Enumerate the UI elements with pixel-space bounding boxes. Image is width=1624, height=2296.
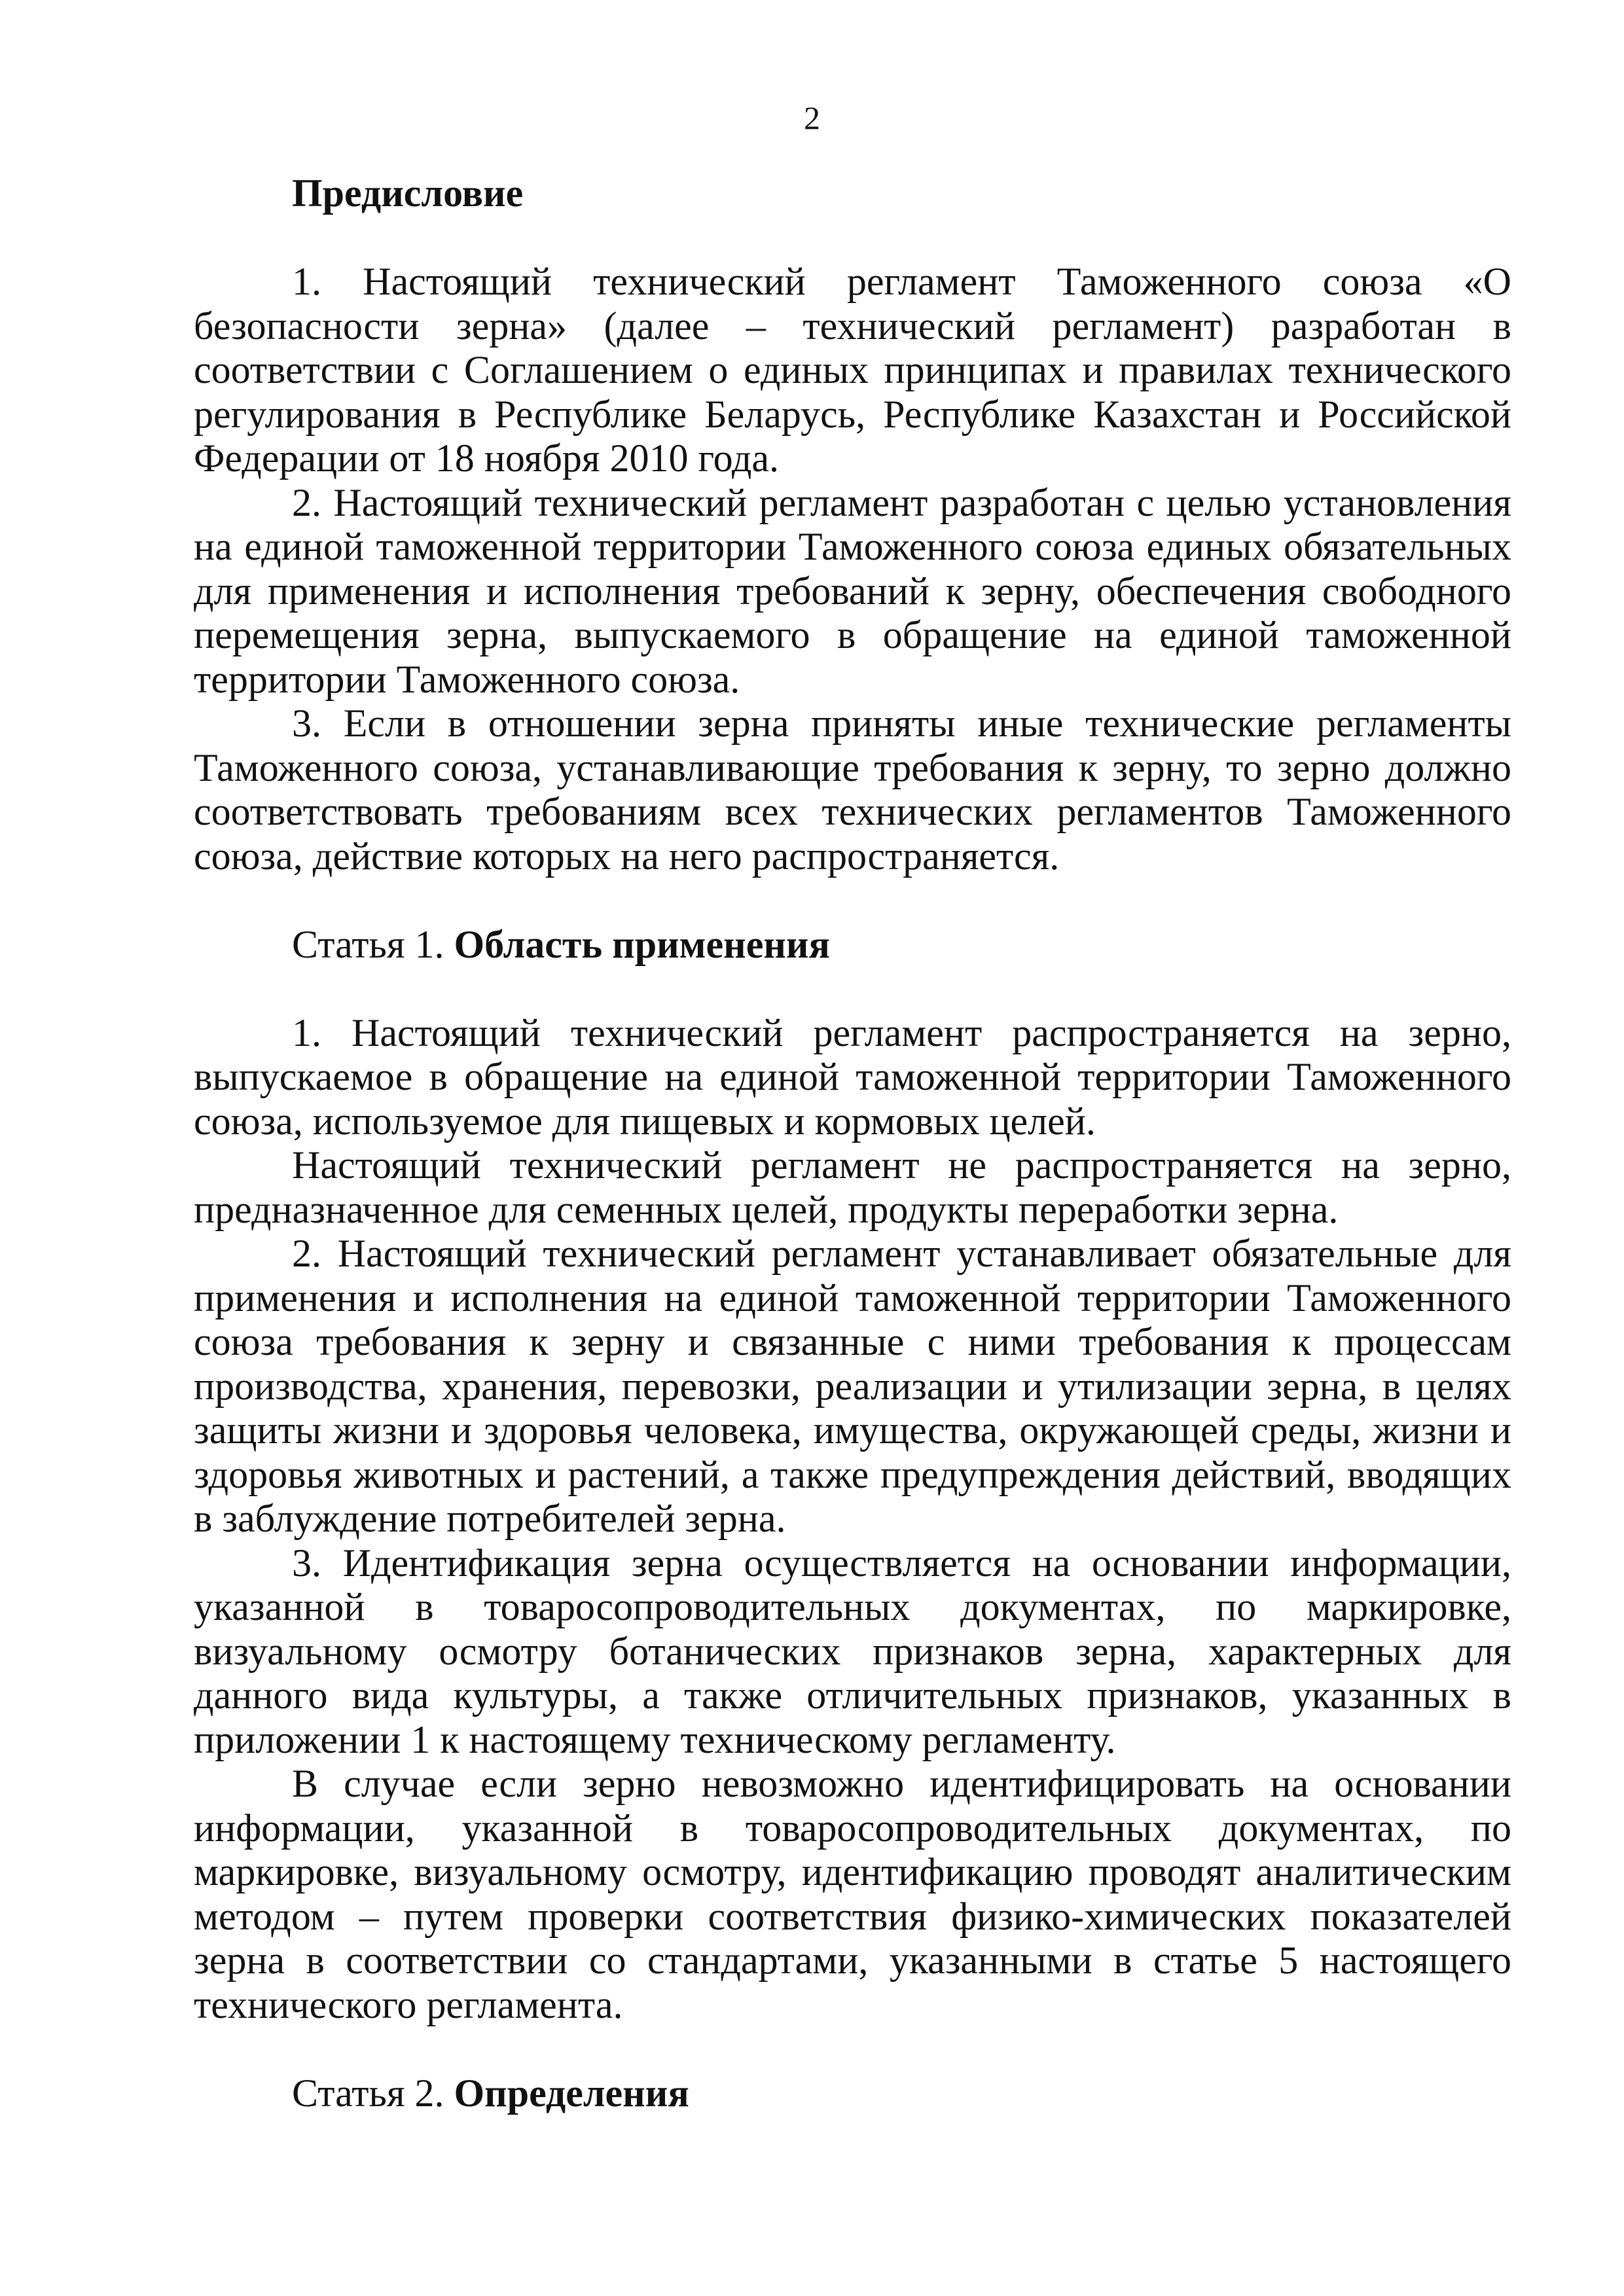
article-1-title: Область применения bbox=[454, 922, 830, 966]
article-1-paragraph-5: В случае если зерно невозможно идентифицировать на основании информации, указанной в товаросопроводительных документах, по маркировке, визуальному осмотру, идентификацию проводят аналитическим методом – путем проверки соответствия физико-химических показателей зерна в соответствии со стандартами, указанными в статье 5 настоящего технического регламента. bbox=[194, 1762, 1511, 2026]
article-1-paragraph-2: Настоящий технический регламент не распространяется на зерно, предназначенное для семенных целей, продукты переработки зерна. bbox=[194, 1143, 1511, 1231]
article-2-heading bbox=[194, 2072, 1511, 2116]
spacer bbox=[194, 216, 1511, 260]
article-1-paragraph-3: 2. Настоящий технический регламент устанавливает обязательные для применения и исполнения на единой таможенной территории Таможенного союза требования к зерну и связанные с ними требования к процессам производства, хранения, перевозки, реализации и утилизации зерна, в целях защиты жизни и здоровья человека, имущества, окружающей среды, жизни и здоровья животных и растений, а также предупреждения действий, вводящих в заблуждение потребителей зерна. bbox=[194, 1232, 1511, 1540]
article-2-prefix: Статья 2. bbox=[292, 2071, 454, 2115]
article-1-prefix: Статья 1. bbox=[292, 922, 454, 966]
preface-paragraph-2: 2. Настоящий технический регламент разработан с целью установления на единой таможенной территории Таможенного союза единых обязательных для применения и исполнения требований к зерну, обеспечения свободного перемещения зерна, выпускаемого в обращение на единой таможенной территории Таможенного союза. bbox=[194, 480, 1511, 701]
article-1-heading bbox=[194, 923, 1511, 967]
spacer bbox=[194, 878, 1511, 923]
preface-heading: Предисловие bbox=[292, 171, 524, 215]
article-2-title: Определения bbox=[454, 2071, 689, 2115]
page-number: 2 bbox=[804, 99, 820, 136]
spacer bbox=[194, 2027, 1511, 2072]
article-1-paragraph-4: 3. Идентификация зерна осуществляется на основании информации, указанной в товаросопроводительных документах, по маркировке, визуальному осмотру ботанических признаков зерна, характерных для данного вида культуры, а также отличительных признаков, указанных в приложении 1 к настоящему техническому регламенту. bbox=[194, 1541, 1511, 1761]
preface-paragraph-3: 3. Если в отношении зерна приняты иные технические регламенты Таможенного союза, устанавливающие требования к зерну, то зерно должно соответствовать требованиям всех технических регламентов Таможенного союза, действие которых на него распространяется. bbox=[194, 702, 1511, 878]
spacer bbox=[194, 967, 1511, 1011]
document-body bbox=[194, 171, 1511, 2115]
article-1-paragraph-1: 1. Настоящий технический регламент распространяется на зерно, выпускаемое в обращение на единой таможенной территории Таможенного союза, используемое для пищевых и кормовых целей. bbox=[194, 1011, 1511, 1143]
preface-paragraph-1: 1. Настоящий технический регламент Таможенного союза «О безопасности зерна» (далее – технический регламент) разработан в соответствии с Соглашением о единых принципах и правилах технического регулирования в Республике Беларусь, Республике Казахстан и Российской Федерации от 18 ноября 2010 года. bbox=[194, 260, 1511, 480]
